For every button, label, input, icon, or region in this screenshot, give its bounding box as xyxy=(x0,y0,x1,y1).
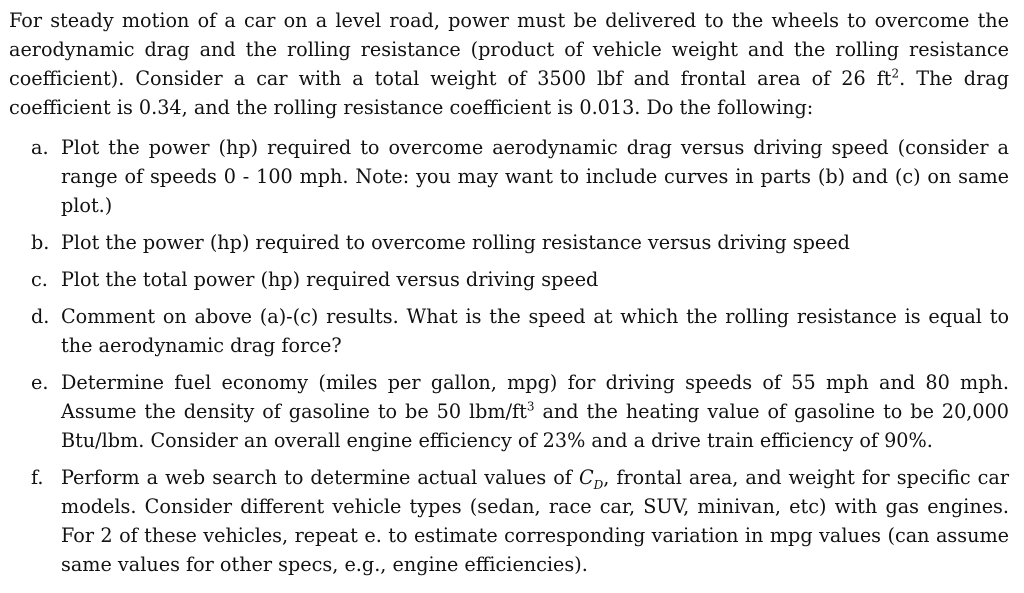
intro-paragraph xyxy=(9,6,1009,122)
task-text-e-1: Determine fuel economy (miles per gallon, mpg) for driving speeds of 55 mph and 80 mph. Assume the density of gasoline to be 50 lbm/ft xyxy=(61,371,1009,423)
task-text-d: Comment on above (a)-(c) results. What is the speed at which the rolling resistance is equal to the aerodynamic drag force? xyxy=(61,305,1009,357)
task-marker-b: b. xyxy=(31,231,50,254)
task-e-superscript: 3 xyxy=(526,399,535,414)
task-item-a xyxy=(9,133,1009,220)
task-text-a: Plot the power (hp) required to overcome aerodynamic drag versus driving speed (consider a range of speeds 0 - 100 mph. Note: you may want to include curves in parts (b) and (c) on same plot.) xyxy=(61,136,1009,217)
problem-statement xyxy=(9,6,1009,587)
task-text-e-2: and the heating value of gasoline to be 20,000 Btu/lbm. Consider an overall engine efficiency of 23% and a drive train efficiency of 90%. xyxy=(61,400,1010,452)
drag-coefficient-subscript: D xyxy=(593,477,604,492)
task-list xyxy=(9,133,1009,579)
task-marker-c: c. xyxy=(31,268,48,291)
drag-coefficient-symbol: C xyxy=(578,466,594,489)
task-item-c xyxy=(9,265,1009,294)
task-item-f xyxy=(9,463,1009,579)
task-item-e xyxy=(9,368,1009,455)
task-item-b xyxy=(9,228,1009,257)
task-marker-a: a. xyxy=(31,136,49,159)
task-text-c: Plot the total power (hp) required versus driving speed xyxy=(61,268,599,291)
intro-text-2: . The drag coefficient is 0.34, and the rolling resistance coefficient is 0.013. Do the following: xyxy=(9,67,1009,119)
task-item-d xyxy=(9,302,1009,360)
task-text-f-1: Perform a web search to determine actual values of xyxy=(61,466,579,489)
intro-superscript: 2 xyxy=(891,66,900,81)
task-marker-d: d. xyxy=(31,305,50,328)
intro-text-1: For steady motion of a car on a level road, power must be delivered to the wheels to overcome the aerodynamic drag and the rolling resistance (product of vehicle weight and the rolling resistance coefficient). Consider a car with a total weight of 3500 lbf and frontal area of 26 ft xyxy=(9,9,1009,90)
task-marker-f: f. xyxy=(31,466,44,489)
task-text-b: Plot the power (hp) required to overcome rolling resistance versus driving speed xyxy=(61,231,850,254)
task-text-f-2: , frontal area, and weight for specific car models. Consider different vehicle types (sedan, race car, SUV, minivan, etc) with gas engines. For 2 of these vehicles, repeat e. to estimate corresponding variation in mpg values (can assume same values for other specs, e.g., engine efficiencies). xyxy=(61,466,1010,576)
task-marker-e: e. xyxy=(31,371,49,394)
